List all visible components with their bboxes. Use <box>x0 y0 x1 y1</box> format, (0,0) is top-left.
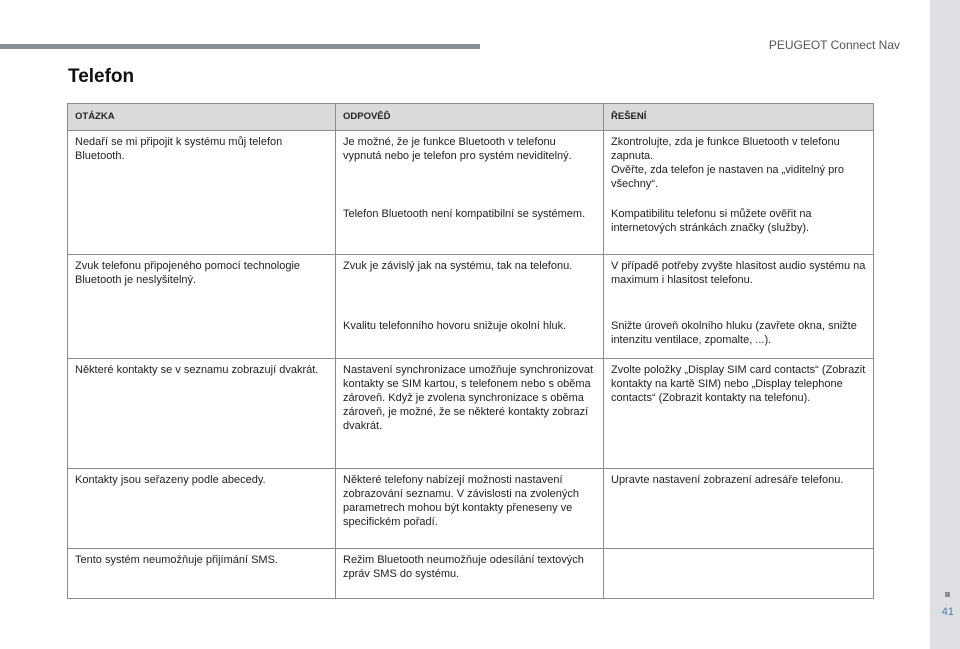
column-header-question: OTÁZKA <box>68 104 336 131</box>
table-row <box>68 131 874 203</box>
solution-cell <box>604 549 874 599</box>
question-cell: Nedaří se mi připojit k systému můj telefon Bluetooth. <box>68 131 336 255</box>
solution-cell: Kompatibilitu telefonu si můžete ověřit na internetových stránkách značky (služby). <box>604 203 874 255</box>
solution-cell: Upravte nastavení zobrazení adresáře telefonu. <box>604 469 874 549</box>
column-header-answer: ODPOVĚĎ <box>336 104 604 131</box>
page-number: 41 <box>941 606 954 618</box>
question-cell: Tento systém neumožňuje přijímání SMS. <box>68 549 336 599</box>
answer-cell: Režim Bluetooth neumožňuje odesílání textových zpráv SMS do systému. <box>336 549 604 599</box>
answer-cell: Je možné, že je funkce Bluetooth v telefonu vypnutá nebo je telefon pro systém neviditelný. <box>336 131 604 203</box>
solution-cell: V případě potřeby zvyšte hlasitost audio systému na maximum i hlasitost telefonu. <box>604 255 874 315</box>
answer-cell: Nastavení synchronizace umožňuje synchronizovat kontakty se SIM kartou, s telefonem nebo s oběma zároveň. Když je zvolena synchronizace s oběma zároveň, je možné, že se některé kontakty zobrazí dvakrát. <box>336 359 604 469</box>
continue-marker-icon <box>945 592 950 597</box>
question-cell: Kontakty jsou seřazeny podle abecedy. <box>68 469 336 549</box>
answer-cell: Kvalitu telefonního hovoru snižuje okolní hluk. <box>336 315 604 359</box>
solution-cell: Snižte úroveň okolního hluku (zavřete okna, snižte intenzitu ventilace, zpomalte, ...). <box>604 315 874 359</box>
answer-cell: Zvuk je závislý jak na systému, tak na telefonu. <box>336 255 604 315</box>
column-header-solution: ŘEŠENÍ <box>604 104 874 131</box>
table-row <box>68 469 874 549</box>
solution-cell: Zvolte položky „Display SIM card contacts“ (Zobrazit kontakty na kartě SIM) nebo „Display telephone contacts“ (Zobrazit kontakty na telefonu). <box>604 359 874 469</box>
table-row <box>68 359 874 469</box>
answer-cell: Některé telefony nabízejí možnosti nastavení zobrazování seznamu. V závislosti na zvolených parametrech mohou být kontakty přeneseny ve specifickém pořadí. <box>336 469 604 549</box>
question-cell: Některé kontakty se v seznamu zobrazují dvakrát. <box>68 359 336 469</box>
header-bar <box>0 44 480 49</box>
table-row <box>68 549 874 599</box>
brand-label: PEUGEOT Connect Nav <box>768 38 900 52</box>
side-strip <box>930 0 960 649</box>
page-title: Telefon <box>68 66 135 87</box>
solution-cell: Zkontrolujte, zda je funkce Bluetooth v telefonu zapnuta. Ověřte, zda telefon je nastaven na „viditelný pro všechny“. <box>604 131 874 203</box>
question-cell: Zvuk telefonu připojeného pomocí technologie Bluetooth je neslyšitelný. <box>68 255 336 359</box>
troubleshooting-table <box>67 103 874 599</box>
table-row <box>68 255 874 315</box>
answer-cell: Telefon Bluetooth není kompatibilní se systémem. <box>336 203 604 255</box>
table-header-row <box>68 104 874 131</box>
